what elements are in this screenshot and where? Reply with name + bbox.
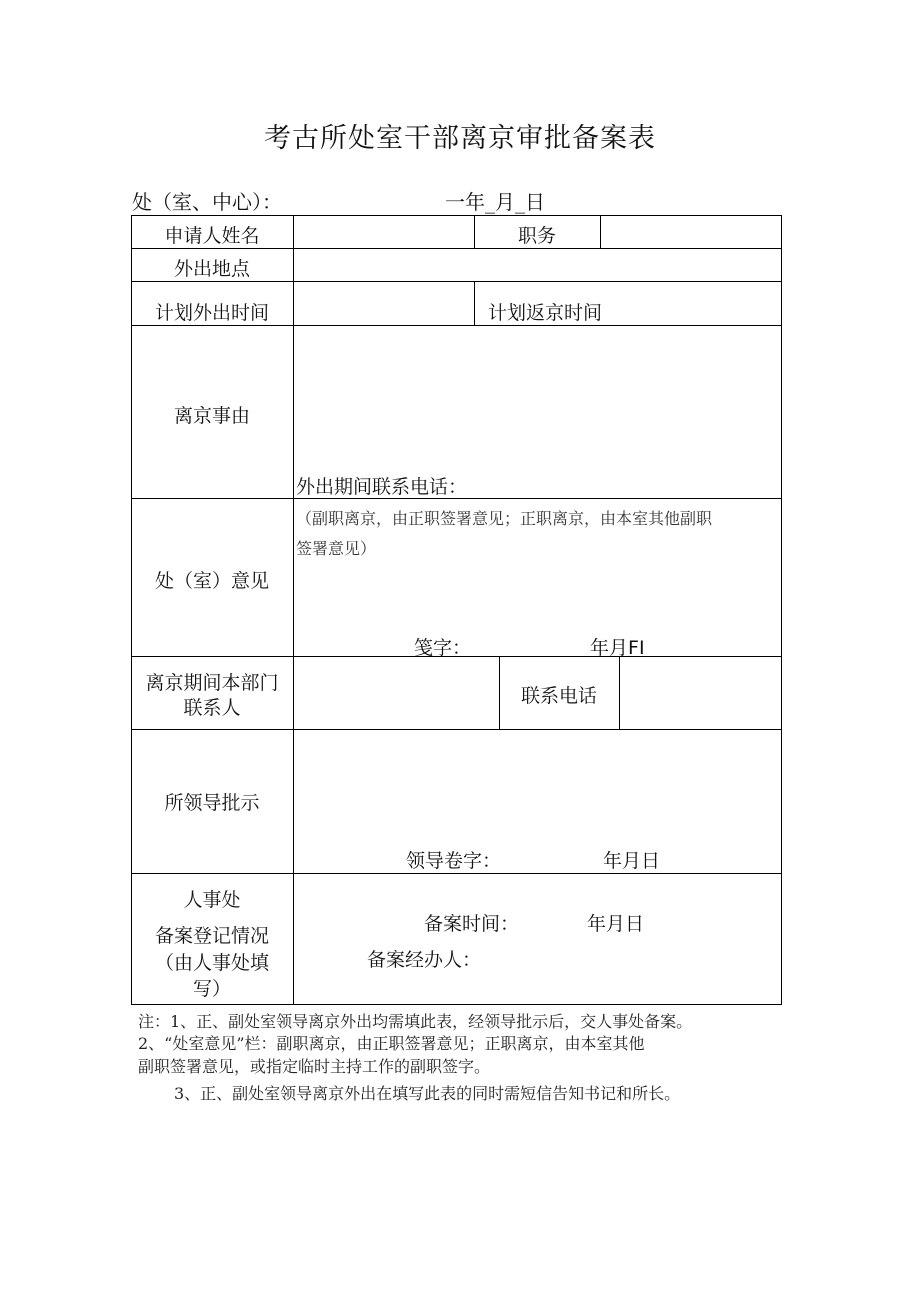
applicant-name-field[interactable] xyxy=(294,216,474,248)
position-field[interactable] xyxy=(601,216,781,248)
signature-date-prefix: 年月 xyxy=(590,637,629,659)
position-label: 职务 xyxy=(517,225,556,247)
dept-contact-phone-label: 联系电话 xyxy=(520,685,597,707)
planned-departure-field[interactable] xyxy=(294,282,474,325)
destination-label: 外出地点 xyxy=(173,258,250,280)
note-line: 副职签署意见，或指定临时主持工作的副职签字。 xyxy=(138,1057,491,1076)
date-label: 一年_月_日 xyxy=(445,190,545,214)
record-handler-label: 备案经办人： xyxy=(367,949,482,971)
reason-label: 离京事由 xyxy=(173,405,250,427)
department-opinion-hint: （副职离京，由正职签署意见；正职离京，由本室其他副职 xyxy=(296,509,713,528)
note-line: 注：1、正、副处室领导离京外出均需填此表，经领导批示后，交人事处备案。 xyxy=(138,1012,693,1031)
applicant-name-label: 申请人姓名 xyxy=(164,225,260,247)
table-border-right xyxy=(781,215,782,1005)
hr-fill-note: （由人事处填 xyxy=(154,952,269,974)
leader-approval-label: 所领导批示 xyxy=(164,792,260,814)
record-date: 年月日 xyxy=(587,913,645,935)
signature-date-suffix: FI xyxy=(628,637,645,659)
dept-contact-label-cont: 联系人 xyxy=(183,697,241,719)
dept-contact-phone-field[interactable] xyxy=(620,657,781,729)
column-divider xyxy=(474,281,475,325)
record-time-label: 备案时间： xyxy=(424,913,520,935)
planned-departure-label: 计划外出时间 xyxy=(154,302,269,324)
hr-label: 人事处 xyxy=(183,889,241,911)
destination-field[interactable] xyxy=(294,249,781,281)
leader-signature-label: 领导卷字： xyxy=(406,850,502,872)
leader-approval-field[interactable] xyxy=(294,730,781,840)
note-line: 2、“处室意见”栏：副职离京，由正职签署意见；正职离京，由本室其他 xyxy=(138,1034,645,1053)
department-opinion-label: 处（室）意见 xyxy=(154,570,269,592)
page-title: 考古所处室干部离京审批备案表 xyxy=(264,123,656,154)
note-line: 3、正、副处室领导离京外出在填写此表的同时需短信告知书记和所长。 xyxy=(174,1084,681,1103)
planned-return-label: 计划返京时间 xyxy=(488,302,603,324)
signature-date xyxy=(590,633,645,660)
department-opinion-hint-cont: 签署意见） xyxy=(296,539,377,558)
table-border-bottom xyxy=(131,1004,782,1005)
hr-fill-note-cont: 写） xyxy=(192,978,231,1000)
department-label: 处（室、中心）： xyxy=(132,190,282,214)
leader-signature-date: 年月日 xyxy=(603,850,661,872)
contact-phone-label: 外出期间联系电话： xyxy=(296,476,468,498)
row-divider xyxy=(131,873,782,874)
signature-label: 笺字： xyxy=(414,637,472,659)
reason-field[interactable] xyxy=(294,326,781,466)
dept-contact-label: 离京期间本部门 xyxy=(145,672,279,694)
hr-record-label: 备案登记情况 xyxy=(154,925,269,947)
dept-contact-field[interactable] xyxy=(294,657,499,729)
